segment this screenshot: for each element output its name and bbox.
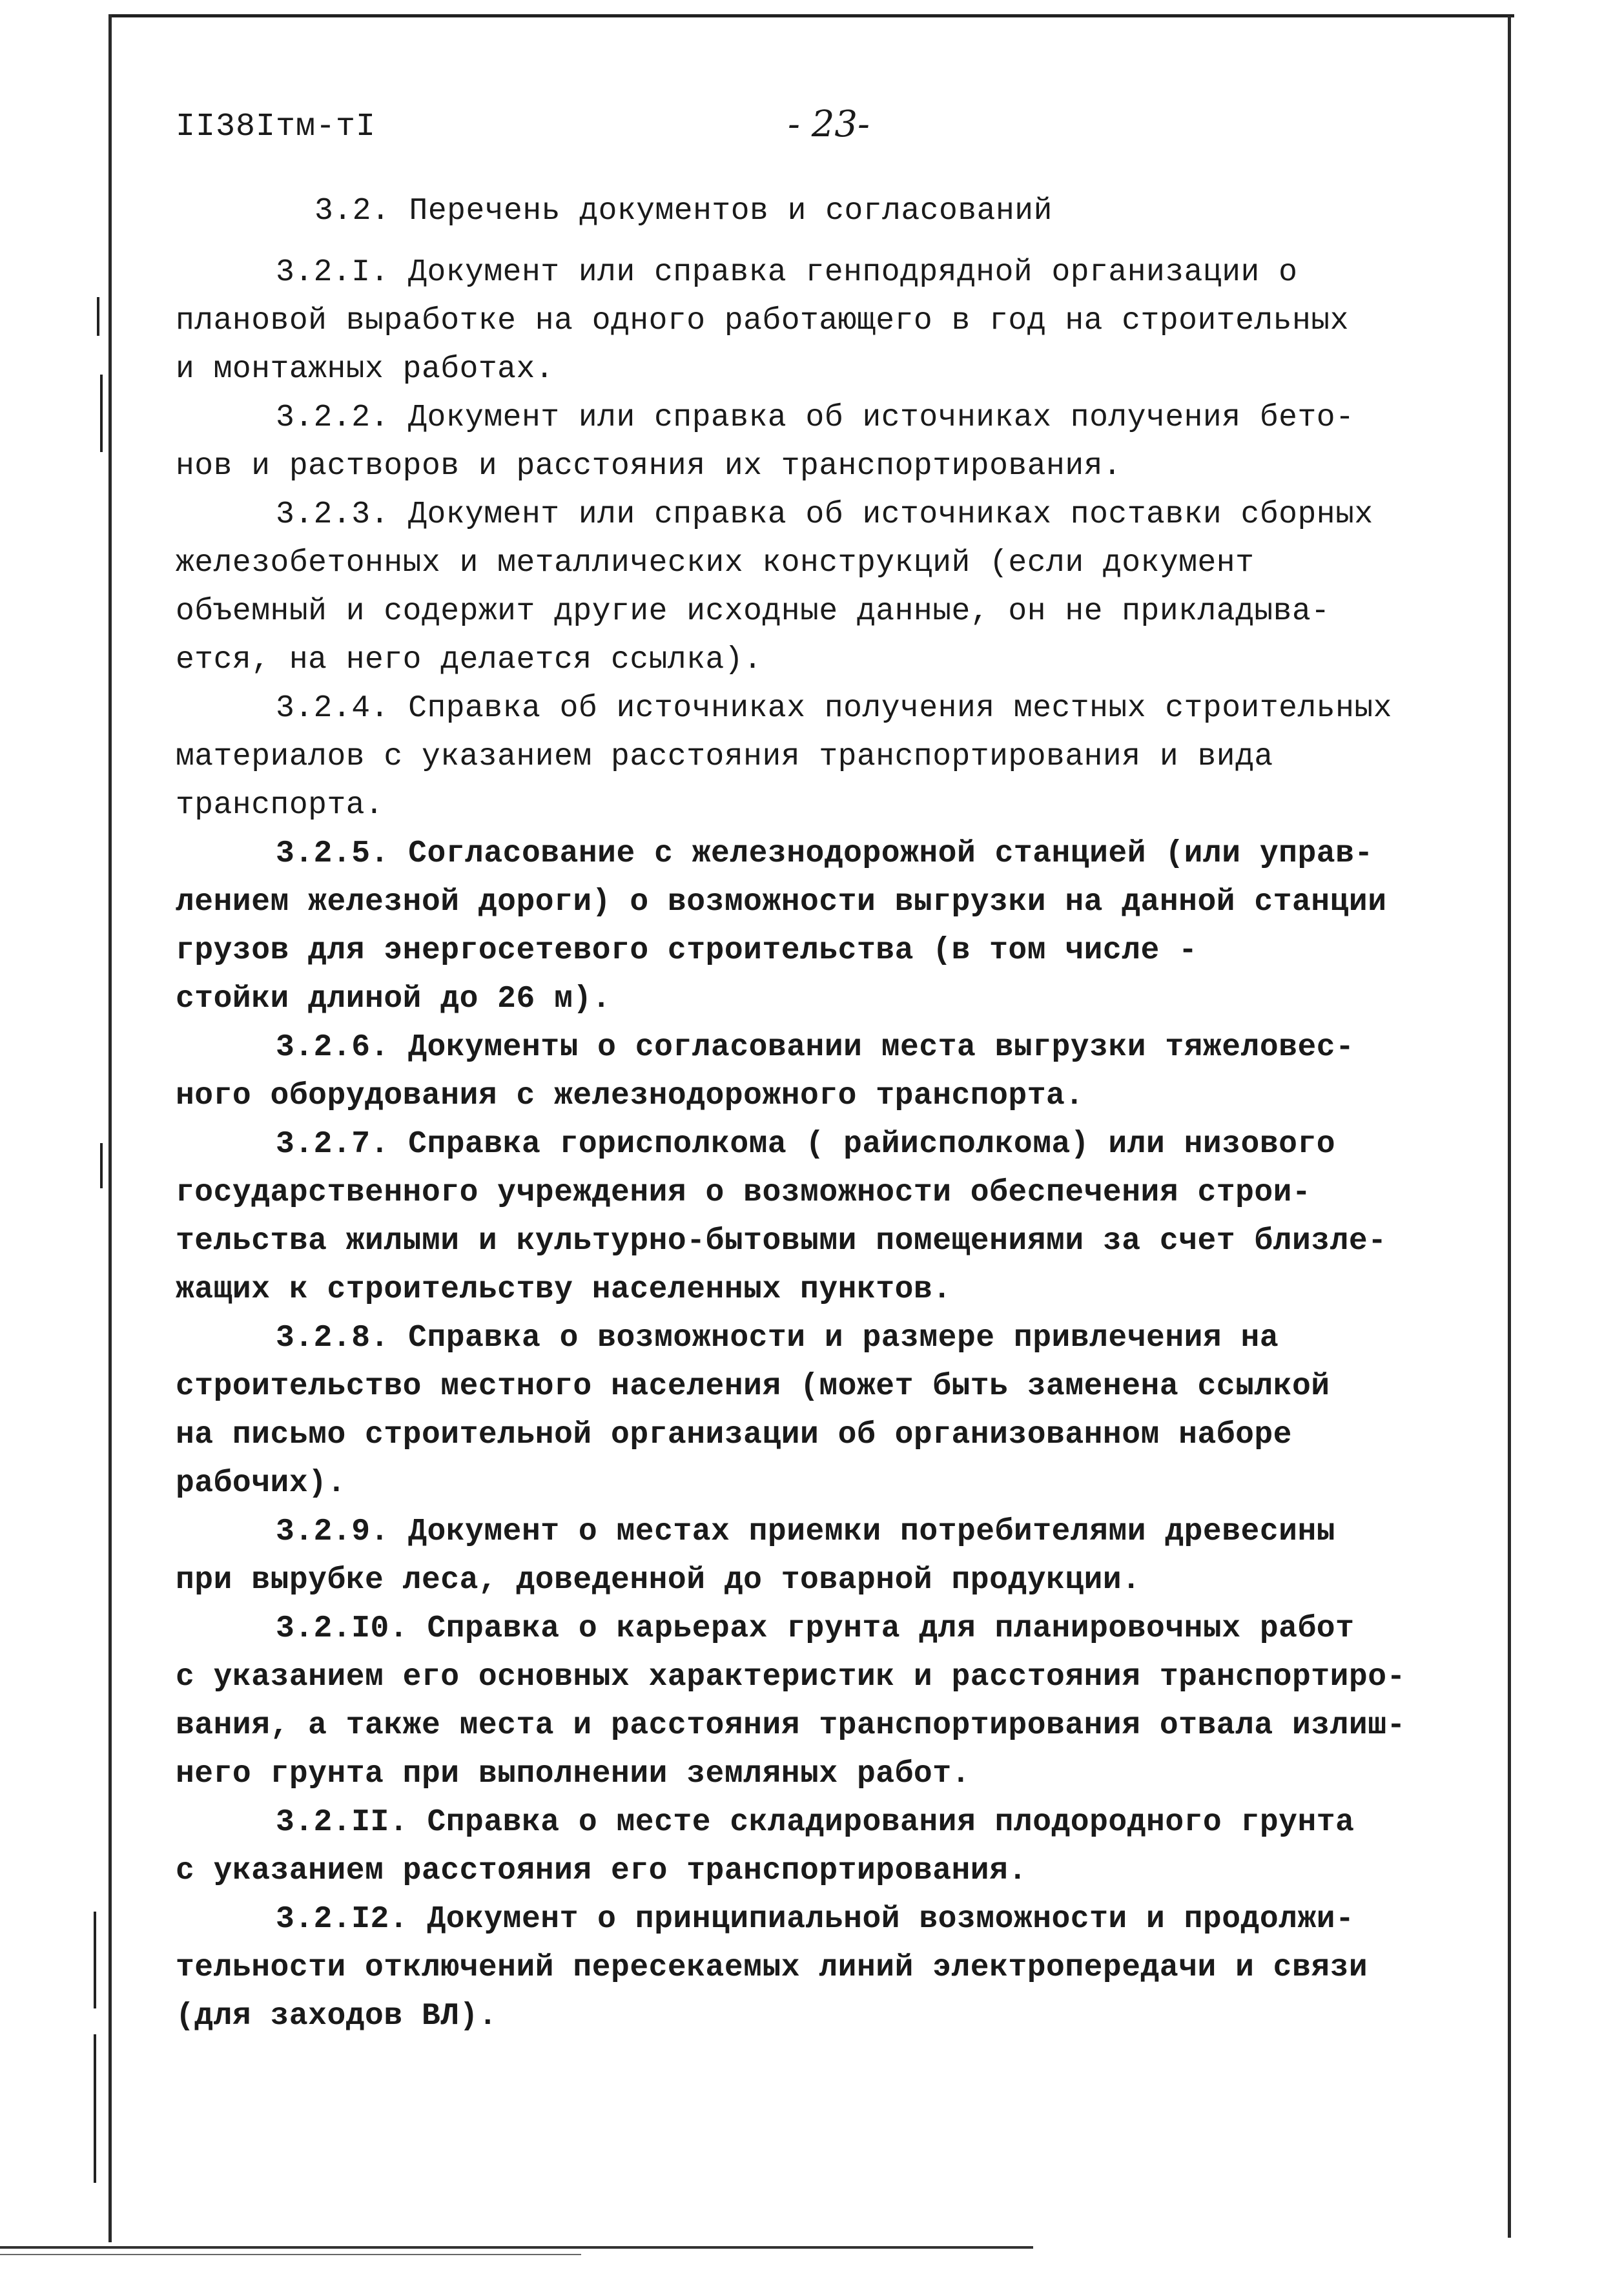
item-first-line: 3.2.I2. Документ о принципиальной возможности и продолжи- xyxy=(276,1902,1355,1937)
item-line: государственного учреждения о возможности обеспечения строи- xyxy=(176,1175,1311,1210)
bottom-border-line-secondary xyxy=(0,2254,581,2255)
list-item xyxy=(176,830,1480,1024)
item-first-line: 3.2.I0. Справка о карьерах грунта для планировочных работ xyxy=(276,1611,1355,1646)
margin-mark xyxy=(100,1143,103,1188)
item-first-line: 3.2.8. Справка о возможности и размере привлечения на xyxy=(276,1321,1279,1356)
item-line: и монтажных работах. xyxy=(176,352,555,387)
list-item xyxy=(176,1508,1480,1605)
items-list xyxy=(176,249,1480,2041)
list-item xyxy=(176,1799,1480,1895)
bottom-border-line xyxy=(0,2246,1033,2249)
item-line: с указанием расстояния его транспортирования. xyxy=(176,1853,1027,1888)
list-item xyxy=(176,1895,1480,2041)
item-line: ного оборудования с железнодорожного транспорта. xyxy=(176,1079,1084,1113)
margin-mark xyxy=(94,1912,96,2008)
item-line: тельства жилыми и культурно-бытовыми помещениями за счет близле- xyxy=(176,1224,1387,1259)
item-line: тельности отключений пересекаемых линий электропередачи и связи xyxy=(176,1950,1368,1985)
item-first-line: 3.2.6. Документы о согласовании места выгрузки тяжеловес- xyxy=(276,1030,1355,1065)
item-first-line: 3.2.9. Документ о местах приемки потребителями древесины xyxy=(276,1514,1336,1549)
left-border-line xyxy=(108,14,112,2242)
list-item xyxy=(176,491,1480,685)
list-item xyxy=(176,394,1480,491)
item-line: нов и растворов и расстояния их транспортирования. xyxy=(176,449,1122,484)
margin-mark xyxy=(100,375,103,452)
item-line: (для заходов ВЛ). xyxy=(176,1999,498,2034)
document-code: II38Iтм-тI xyxy=(176,108,376,145)
margin-mark xyxy=(97,297,99,336)
item-line: при вырубке леса, доведенной до товарной продукции. xyxy=(176,1563,1141,1598)
item-first-line: 3.2.II. Справка о месте складирования плодородного грунта xyxy=(276,1805,1355,1840)
item-line: на письмо строительной организации об организованном наборе xyxy=(176,1418,1292,1452)
item-line: вания, а также места и расстояния транспортирования отвала излиш- xyxy=(176,1708,1406,1743)
list-item xyxy=(176,1605,1480,1799)
item-line: с указанием его основных характеристик и расстояния транспортиро- xyxy=(176,1660,1406,1695)
item-line: рабочих). xyxy=(176,1466,346,1501)
top-border-line xyxy=(110,14,1514,17)
list-item xyxy=(176,685,1480,830)
item-line: объемный и содержит другие исходные данные, он не прикладыва- xyxy=(176,594,1330,629)
item-line: него грунта при выполнении земляных работ. xyxy=(176,1757,971,1791)
item-line: жащих к строительству населенных пунктов. xyxy=(176,1272,952,1307)
document-body xyxy=(176,187,1480,2041)
item-first-line: 3.2.4. Справка об источниках получения местных строительных xyxy=(276,691,1392,726)
item-line: транспорта. xyxy=(176,788,384,823)
section-title: 3.2. Перечень документов и согласований xyxy=(314,194,1053,229)
page-number: - 23- xyxy=(788,103,870,145)
item-line: стойки длиной до 26 м). xyxy=(176,982,612,1017)
item-line: ется, на него делается ссылка). xyxy=(176,643,763,677)
list-item xyxy=(176,249,1480,394)
item-line: грузов для энергосетевого строительства (в том числе - xyxy=(176,933,1198,968)
item-first-line: 3.2.3. Документ или справка об источниках поставки сборных xyxy=(276,497,1373,532)
item-line: лением железной дороги) о возможности выгрузки на данной станции xyxy=(176,885,1387,920)
margin-mark xyxy=(94,2034,96,2183)
item-first-line: 3.2.7. Справка горисполкома ( райисполкома) или низового xyxy=(276,1127,1336,1162)
item-first-line: 3.2.2. Документ или справка об источниках получения бето- xyxy=(276,400,1355,435)
item-line: плановой выработке на одного работающего в год на строительных xyxy=(176,304,1349,338)
list-item xyxy=(176,1120,1480,1314)
right-border-line xyxy=(1508,16,1511,2238)
item-line: строительство местного населения (может быть заменена ссылкой xyxy=(176,1369,1330,1404)
list-item xyxy=(176,1314,1480,1508)
item-line: материалов с указанием расстояния транспортирования и вида xyxy=(176,739,1273,774)
item-first-line: 3.2.I. Документ или справка генподрядной организации о xyxy=(276,255,1298,290)
item-first-line: 3.2.5. Согласование с железнодорожной станцией (или управ- xyxy=(276,836,1373,871)
item-line: железобетонных и металлических конструкций (если документ xyxy=(176,546,1255,581)
list-item xyxy=(176,1024,1480,1120)
